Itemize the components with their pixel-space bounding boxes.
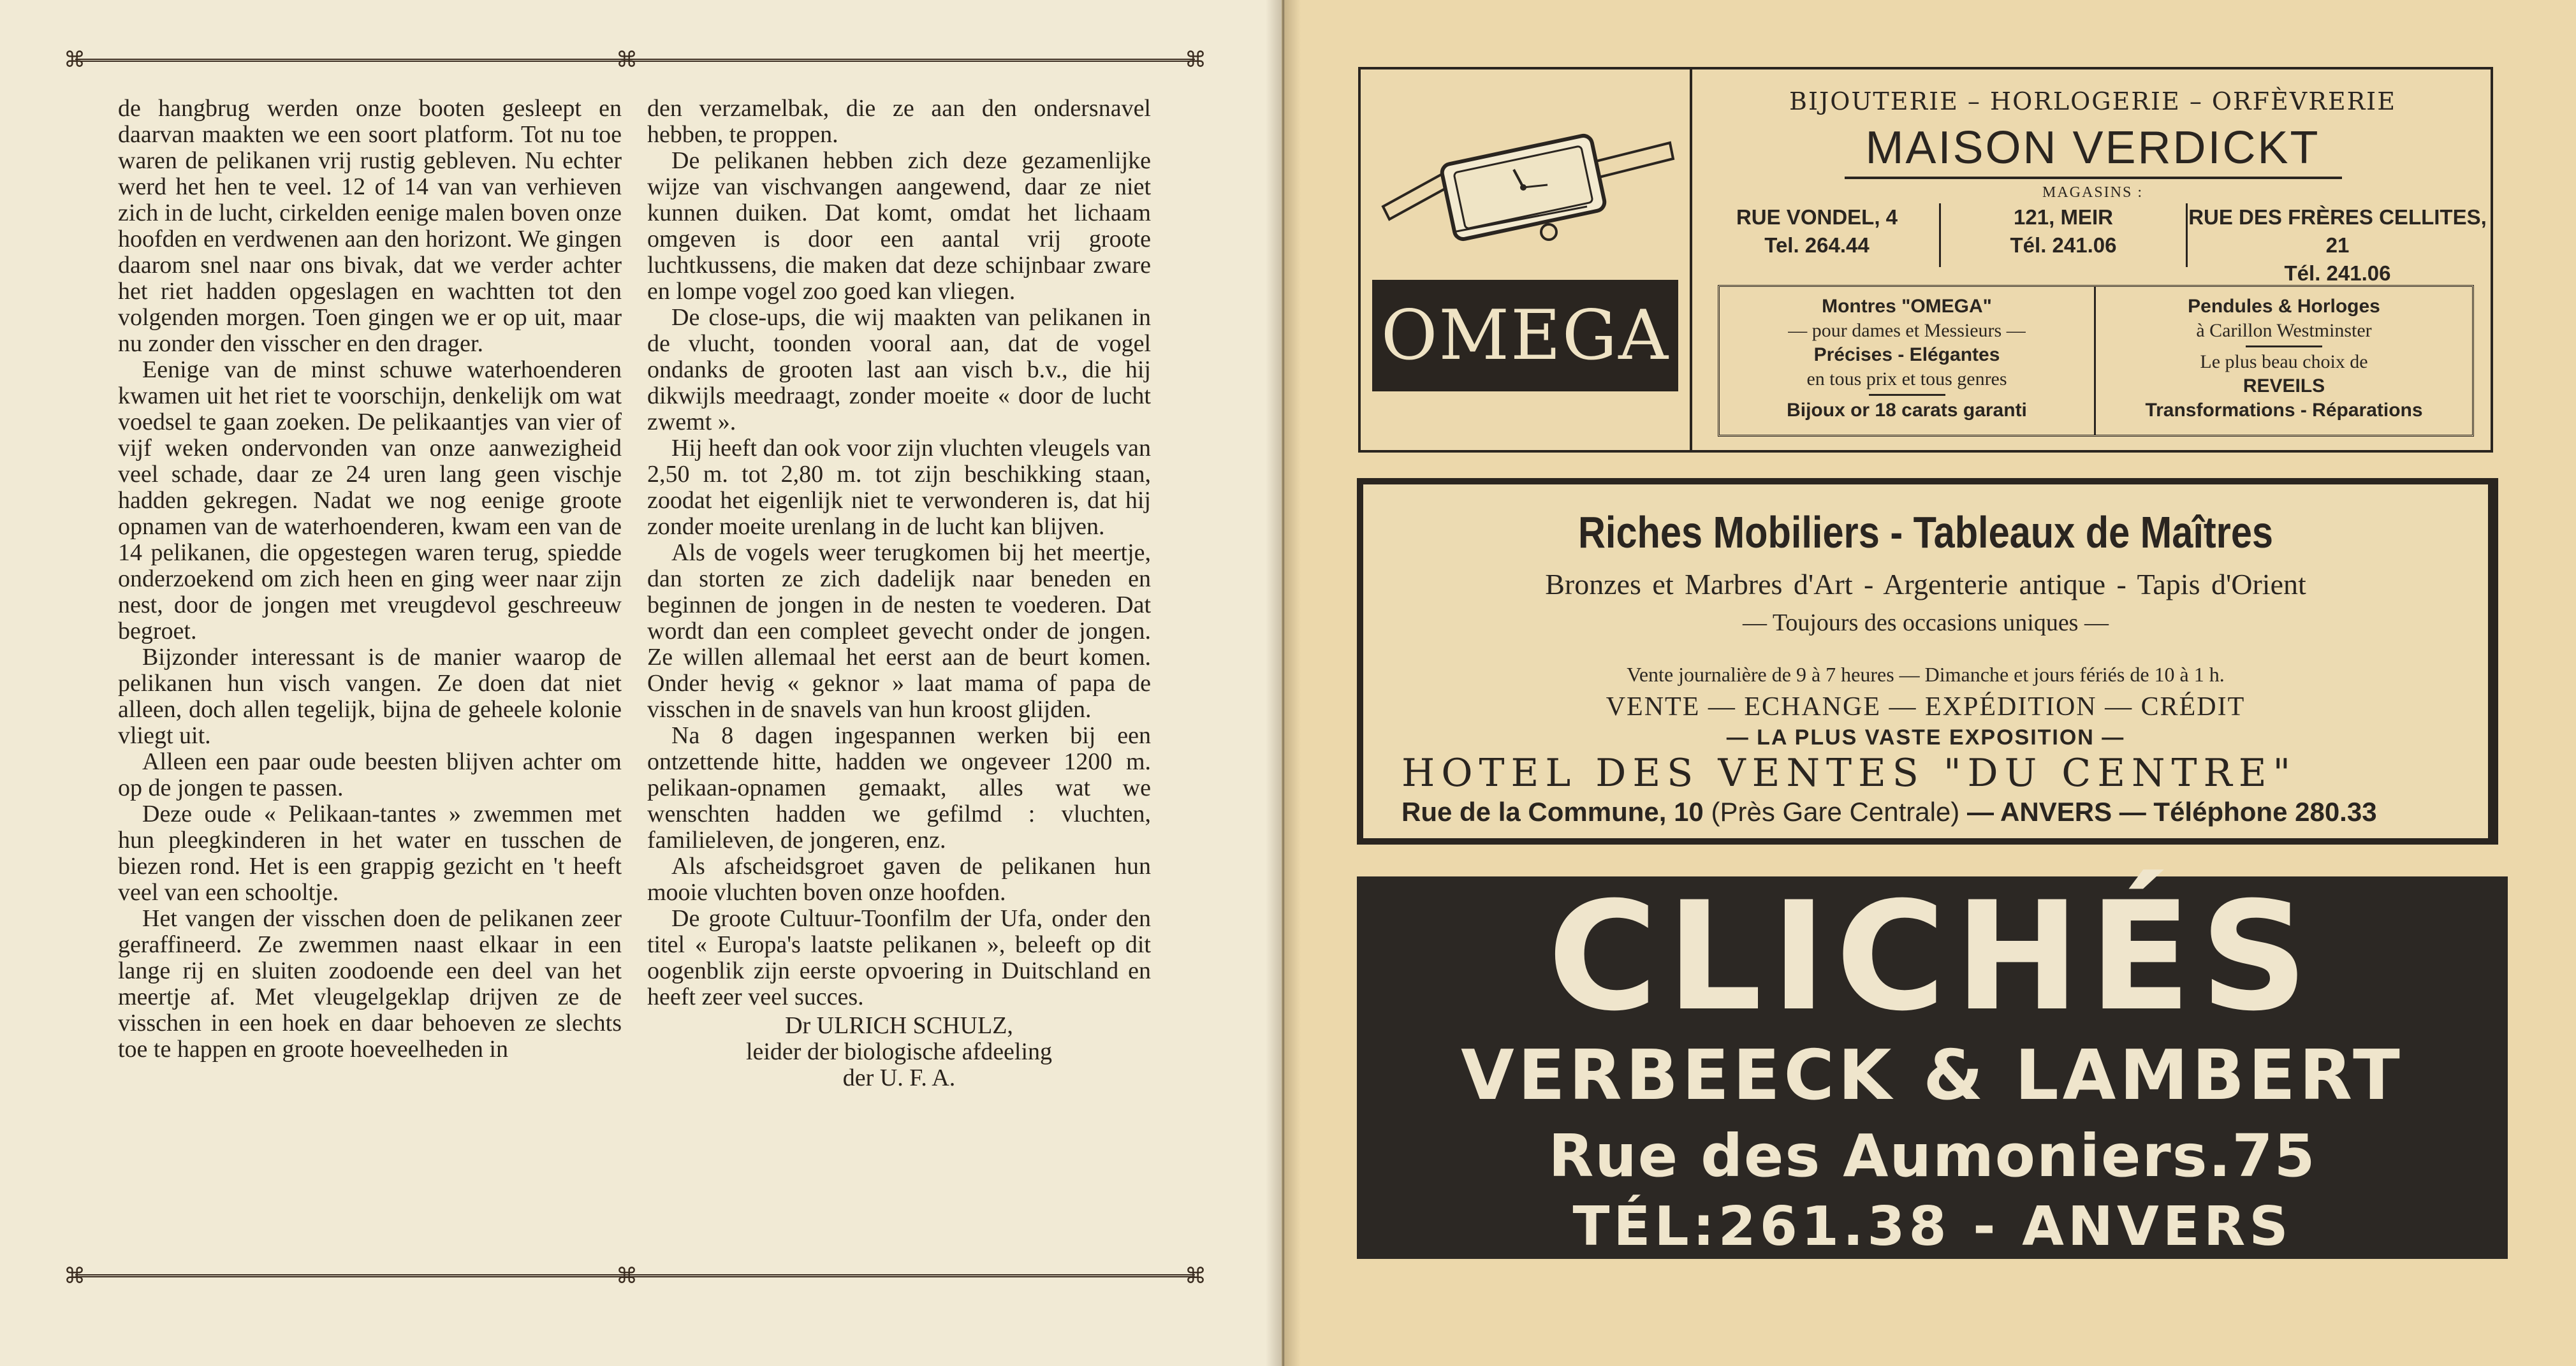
paragraph: De close-ups, die wij maakten van pelikanen in de vlucht, toonden vooral aan, dat de vogel ondanks de grooten last aan visch b.v., die hij dikwijls meedraagt, zonder moeite « door de lucht zwemt ». xyxy=(647,304,1151,435)
paragraph: Alleen een paar oude beesten blijven achter om op de jongen te passen. xyxy=(118,748,622,801)
box-text: REVEILS xyxy=(2243,375,2325,396)
shop-address xyxy=(1695,203,1939,267)
box-text: Précises - Elégantes xyxy=(1813,344,2000,365)
paragraph: Hij heeft dan ook voor zijn vluchten vleugels van 2,50 m. tot 2,80 m. tot zijn beschikking staan, zoodat het eigenlijk niet te verwonderen is, dat hij zonder moeite urenlang in de lucht kan blijven. xyxy=(647,435,1151,540)
ornament-corner-icon: ⌘ xyxy=(64,1263,85,1289)
ornament-divider-icon: ⌘ xyxy=(616,1263,638,1289)
ad-maison-verdickt xyxy=(1358,67,2493,453)
ornament-corner-icon: ⌘ xyxy=(1185,47,1206,73)
box-text: Le plus beau choix de xyxy=(2200,351,2368,372)
shop-street: RUE VONDEL, 4 xyxy=(1736,205,1898,229)
shop-address xyxy=(1939,203,2188,267)
paragraph: De groote Cultuur-Toonfilm der Ufa, onder den titel « Europa's laatste pelikanen », beleeft op dit oogenblik zijn eerste opvoering in Duitschland en heeft zeer veel succes. xyxy=(647,905,1151,1010)
paragraph: de hangbrug werden onze booten gesleept en daarvan maakten we een soort platform. Tot nu toe waren de pelikanen vrij rustig gebleven. Nu echter werd het hen te veel. 12 of 14 van van verhieven zich in de lucht, cirkelden eenige malen boven onze hoofden en verdwenen aan den horizont. We gingen daarom snel naar ons bivak, dat we verder achter het riet hadden opgeslagen en wachtten tot den volgenden morgen. Toen gingen we er op uit, maar nu zonder den visscher en den drager. xyxy=(118,95,622,357)
author-role: leider der biologische afdeeling xyxy=(745,1038,1053,1065)
left-page xyxy=(0,0,1282,1366)
clocks-box xyxy=(2096,287,2472,435)
ornament-corner-icon: ⌘ xyxy=(1185,1263,1206,1289)
cliches-title: CLICHÉS xyxy=(1548,870,2317,1044)
title-underline xyxy=(1845,177,2342,179)
mobiliers-occasions: — Toujours des occasions uniques — xyxy=(1743,609,2109,636)
box-text: — pour dames et Messieurs — xyxy=(1788,320,2026,341)
mobiliers-title: Riches Mobiliers - Tableaux de Maîtres xyxy=(1577,507,2274,557)
box-divider xyxy=(1869,394,1945,396)
paragraph: De pelikanen hebben zich deze gezamenlijke wijze van vischvangen aangewend, daar ze niet kunnen duiken. Dat komt, omdat het lichaam omgeven is door een aantal vrij groote luchtkussens, die maken dat deze schijnbaar zware en lompe vogel zoo goed kan vliegen. xyxy=(647,147,1151,305)
omega-logo: OMEGA xyxy=(1372,280,1678,391)
paragraph: Als de vogels weer terugkomen bij het meertje, dan storten ze zich dadelijk naar beneden en beginnen de jongen in de nesten te voederen. Dat wordt dan een compleet gevecht onder de jongen. Ze willen allemaal het eerst aan de beurt komen. Onder hevig « geknor » laat mama of papa de visschen in de snavels van hun kroost glijden. xyxy=(647,539,1151,723)
hotel-name: HOTEL DES VENTES "DU CENTRE" xyxy=(1401,751,2297,796)
book-gutter xyxy=(1266,0,1301,1366)
shop-address xyxy=(2188,203,2487,285)
box-text: Bijoux or 18 carats garanti xyxy=(1787,400,2027,421)
box-text: à Carillon Westminster xyxy=(2196,320,2372,341)
verdickt-panel xyxy=(1695,69,2491,450)
author-name: Dr ULRICH SCHULZ, xyxy=(785,1012,1013,1039)
shop-street: 121, MEIR xyxy=(2014,205,2113,229)
ad-hotel-des-ventes xyxy=(1357,478,2498,845)
cliches-phone: TÉL:261.38 - ANVERS xyxy=(1572,1195,2292,1258)
address-city-phone: — ANVERS — Téléphone 280.33 xyxy=(1966,797,2377,827)
shop-tel: Tel. 264.44 xyxy=(1764,233,1870,257)
paragraph: Eenige van de minst schuwe waterhoenderen kwamen uit het riet te voorschijn, denkelijk om wat voedsel te gaan zoeken. De pelikaantjes van vier of vijf weken ondervonden van onze aanwezigheid veel schade, daar ze 24 uren lang geen vischje hadden gekregen. Nadat we nog eenige groote opnamen van de waterhoenderen, kwam een van de 14 pelikanen, die opgestegen waren terug, spiedde onderzoekend om zich heen en ging weer naar zijn nest, door de jongen met vreugdevol geschreeuw begroet. xyxy=(118,356,622,644)
mobiliers-services: VENTE — ECHANGE — EXPÉDITION — CRÉDIT xyxy=(1606,692,2246,722)
box-text: en tous prix et tous genres xyxy=(1806,368,2007,389)
mobiliers-subtitle: Bronzes et Marbres d'Art - Argenterie antique - Tapis d'Orient xyxy=(1545,568,2306,600)
address-note: (Près Gare Centrale) xyxy=(1711,797,1960,827)
paragraph: Deze oude « Pelikaan-tantes » zwemmen met hun pleegkinderen in het water en tusschen de biezen rond. Het is een grappig gezicht en 't heeft veel van een schooltje. xyxy=(118,801,622,906)
omega-panel xyxy=(1361,69,1692,450)
cliches-names: VERBEECK & LAMBERT xyxy=(1461,1036,2404,1115)
paragraph: Het vangen der visschen doen de pelikanen zeer geraffineerd. Ze zwemmen naast elkaar in een lange rij en sluiten zoodoende een deel van het meertje af. Met vleugelgeklap drijven ze de visschen in een hoek en daar behoeven ze slechts toe te happen en groote hoeveelheden in xyxy=(118,905,622,1063)
mobiliers-expo: — LA PLUS VASTE EXPOSITION — xyxy=(1726,725,2125,750)
shop-street: RUE DES FRÈRES CELLITES, 21 xyxy=(2188,205,2487,257)
box-text: Transformations - Réparations xyxy=(2145,400,2423,421)
paragraph: den verzamelbak, die ze aan den ondersnavel hebben, te proppen. xyxy=(647,95,1151,148)
shop-tel: Tél. 241.06 xyxy=(2010,233,2117,257)
paragraph: Na 8 dagen ingespannen werken bij een ontzettende hitte, hadden we ongeveer 1200 m. pelikaan-opnamen gemaakt, alles wat we wenschten hadden we gefilmd : vluchten, familieleven, de jongeren, enz. xyxy=(647,722,1151,854)
mobiliers-hours: Vente journalière de 9 à 7 heures — Dimanche et jours fériés de 10 à 1 h. xyxy=(1627,663,2225,686)
address-street: Rue de la Commune, 10 xyxy=(1401,797,1704,827)
wristwatch-icon xyxy=(1377,124,1676,277)
article-column-left xyxy=(118,96,622,1063)
box-heading: Montres "OMEGA" xyxy=(1822,296,1992,317)
magasins-label: MAGASINS : xyxy=(2042,184,2144,201)
author-signature xyxy=(647,1013,1151,1091)
right-page xyxy=(1282,0,2576,1366)
paragraph: Als afscheidsgroet gaven de pelikanen hun mooie vluchten boven onze hoofden. xyxy=(647,853,1151,906)
watches-box xyxy=(1720,287,2096,435)
hotel-address xyxy=(1401,797,2475,827)
box-heading: Pendules & Horloges xyxy=(2188,296,2380,317)
ad-cliches-verbeeck-lambert xyxy=(1357,870,2508,1259)
product-boxes xyxy=(1718,285,2474,437)
ornament-divider-icon: ⌘ xyxy=(616,47,638,73)
article-column-right xyxy=(647,96,1151,1091)
paragraph: Bijzonder interessant is de manier waarop de pelikanen hun visch vangen. Ze doen dat niet alleen, doch allen tegelijk, bijna de geheele kolonie vliegt uit. xyxy=(118,644,622,749)
shop-tel: Tél. 241.06 xyxy=(2284,261,2391,285)
ornament-corner-icon: ⌘ xyxy=(64,47,85,73)
box-divider xyxy=(2246,345,2322,347)
verdickt-title: MAISON VERDICKT xyxy=(1865,122,2320,173)
cliches-address: Rue des Aumoniers.75 xyxy=(1548,1122,2316,1190)
author-org: der U. F. A. xyxy=(842,1064,956,1091)
verdickt-heading: BIJOUTERIE – HORLOGERIE – ORFÈVRERIE xyxy=(1789,87,2396,115)
